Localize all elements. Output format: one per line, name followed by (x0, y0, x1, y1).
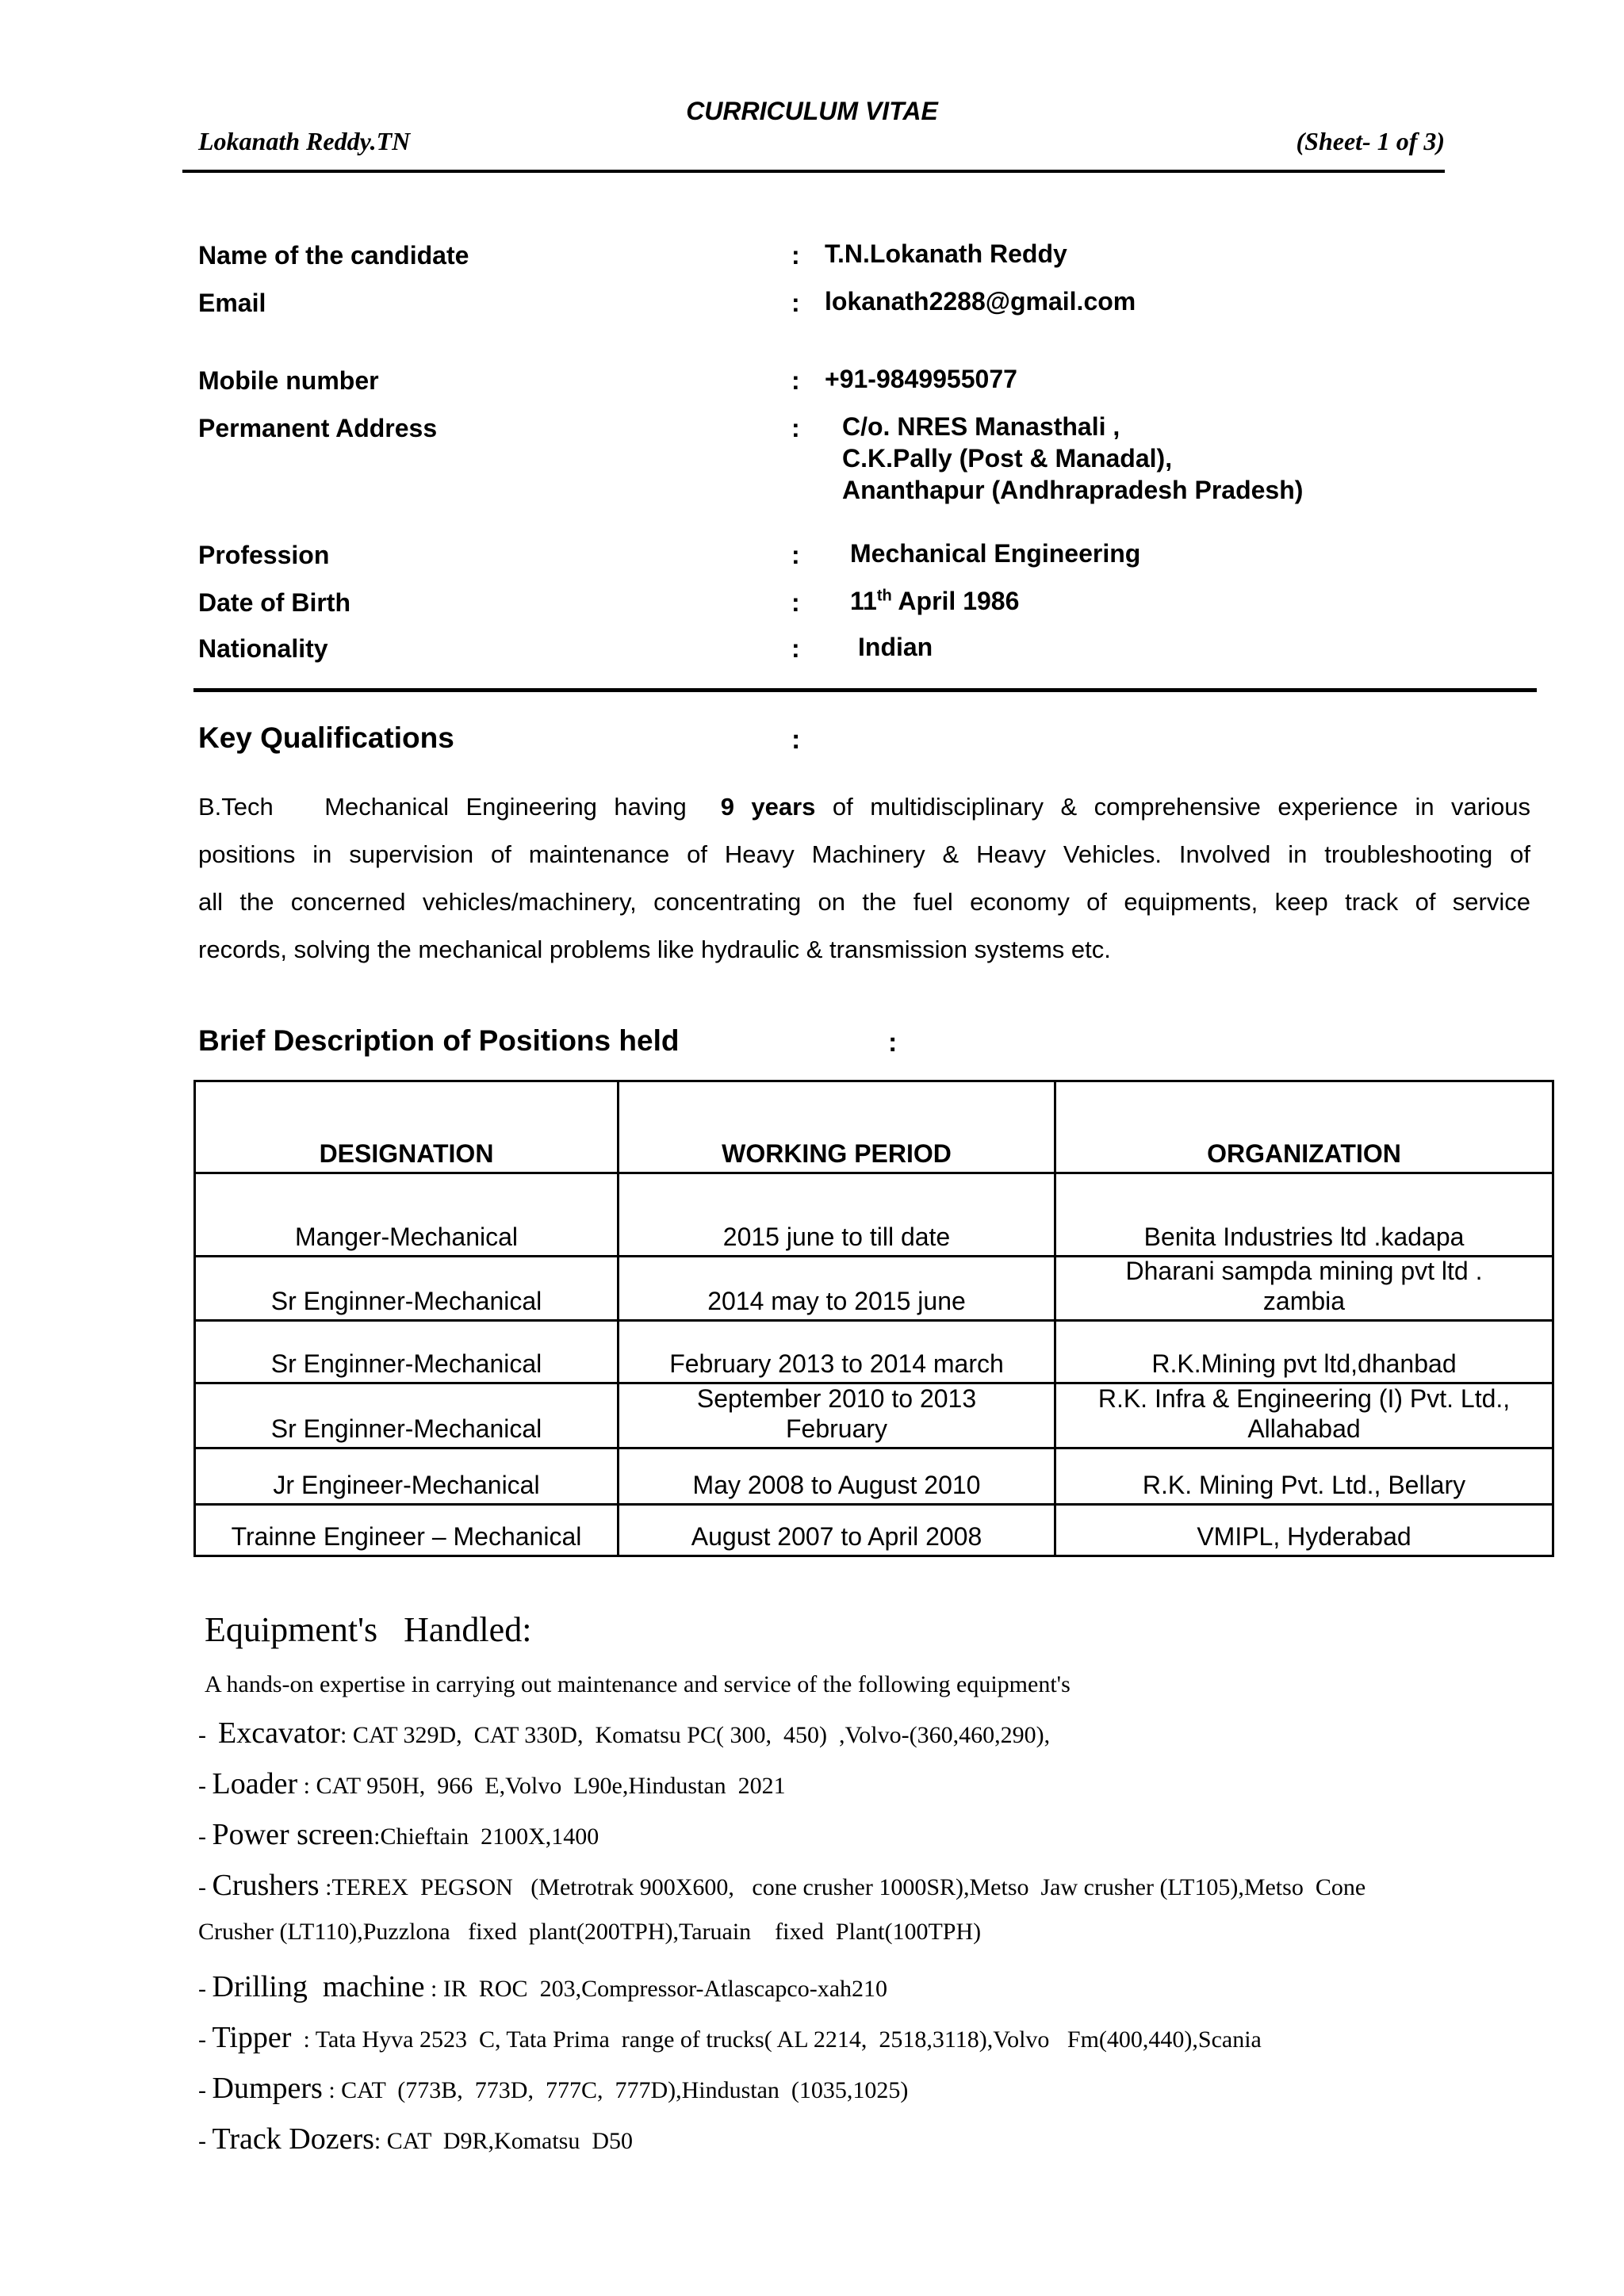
equipment-models: : IR ROC 203,Compressor-Atlascapco-xah210 (424, 1976, 888, 2002)
colon: : (791, 241, 800, 270)
equipment-heading: Equipment's Handled: (205, 1610, 532, 1649)
bullet-dash: - (198, 2077, 213, 2103)
equipment-item (198, 1766, 786, 1801)
equipment-item (198, 2020, 1262, 2055)
label-email: Email (198, 289, 266, 317)
header-divider (182, 170, 1445, 173)
colon: : (888, 1027, 898, 1058)
equipment-models: : CAT (773B, 773D, 777C, 777D),Hindustan (1035,1025) (322, 2077, 909, 2103)
address-line: C/o. NRES Manasthali , (842, 412, 1120, 441)
bullet-dash: - (198, 1823, 213, 1850)
equipment-category: Dumpers (212, 2072, 323, 2105)
equipment-models: : CAT 950H, 966 E,Volvo L90e,Hindustan 2021 (297, 1773, 786, 1799)
header-candidate-name: Lokanath Reddy.TN (198, 127, 411, 155)
table-cell: Dharani sampda mining pvt ltd . zambia (1125, 1257, 1483, 1315)
table-cell: R.K. Infra & Engineering (I) Pvt. Ltd., Allahabad (1097, 1384, 1511, 1443)
equipment-category: Drilling machine (212, 1970, 425, 2003)
dob-rest: April 1986 (891, 587, 1020, 615)
section-divider (193, 688, 1537, 692)
equipment-category: Tipper (212, 2021, 292, 2054)
colon: : (791, 634, 800, 663)
equipment-intro: A hands-on expertise in carrying out maintenance and service of the following equipment's (205, 1671, 1071, 1697)
colon: : (791, 366, 800, 395)
table-cell: 2014 may to 2015 june (707, 1287, 966, 1315)
value-nationality: Indian (858, 633, 933, 661)
bullet-dash: - (198, 2026, 213, 2053)
key-qualifications-heading: Key Qualifications (198, 721, 454, 754)
equipment-category: Power screen (212, 1818, 374, 1851)
table-cell: Sr Enginner-Mechanical (270, 1287, 542, 1315)
value-mobile: +91-9849955077 (825, 365, 1017, 393)
equipment-category: Loader (212, 1767, 298, 1800)
address-line: C.K.Pally (Post & Manadal), (842, 444, 1173, 473)
equipment-models: : Tata Hyva 2523 C, Tata Prima range of trucks( AL 2214, 2518,3118),Volvo Fm(400,440),Scania (291, 2026, 1262, 2053)
table-cell: R.K.Mining pvt ltd,dhanbad (1151, 1349, 1457, 1378)
dob-day: 11 (850, 587, 877, 615)
colon: : (791, 289, 800, 317)
table-cell: Manger-Mechanical (294, 1223, 518, 1251)
table-cell: February 2013 to 2014 march (669, 1349, 1004, 1378)
table-cell: Sr Enginner-Mechanical (270, 1414, 542, 1443)
colon: : (791, 541, 800, 569)
table-cell: September 2010 to 2013 February (696, 1384, 977, 1443)
table-cell: May 2008 to August 2010 (692, 1471, 981, 1499)
qualifications-summary (198, 783, 1530, 974)
value-profession: Mechanical Engineering (850, 539, 1141, 568)
sheet-number: (Sheet- 1 of 3) (1296, 127, 1445, 155)
value-dob (850, 585, 1019, 617)
table-cell: VMIPL, Hyderabad (1197, 1522, 1411, 1551)
label-nationality: Nationality (198, 634, 328, 663)
summary-line: positions in supervision of maintenance of Heavy Machinery & Heavy Vehicles. Involved in troubleshooting of (198, 840, 1530, 868)
equipment-models: :TEREX PEGSON (Metrotrak 900X600, cone crusher 1000SR),Metso Jaw crusher (LT105),Metso Cone (319, 1874, 1366, 1900)
equipment-item-continued (198, 1919, 981, 1946)
table-cell: Trainne Engineer – Mechanical (231, 1522, 582, 1551)
column-header-organization: ORGANIZATION (1207, 1139, 1401, 1168)
table-cell: 2015 june to till date (722, 1223, 951, 1251)
equipment-models: :Chieftain 2100X,1400 (373, 1823, 599, 1850)
label-profession: Profession (198, 541, 330, 569)
table-cell: Jr Engineer-Mechanical (273, 1471, 540, 1499)
colon: : (791, 414, 800, 442)
table-cell: Benita Industries ltd .kadapa (1143, 1223, 1465, 1251)
table-cell: August 2007 to April 2008 (691, 1522, 982, 1551)
summary-line (198, 783, 1530, 831)
summary-line: records, solving the mechanical problems like hydraulic & transmission systems etc. (198, 936, 1111, 963)
column-header-period: WORKING PERIOD (722, 1139, 952, 1168)
colon: : (791, 725, 801, 755)
label-address: Permanent Address (198, 414, 438, 442)
equipment-models: : CAT 329D, CAT 330D, Komatsu PC( 300, 450) ,Volvo-(360,460,290), (340, 1722, 1051, 1748)
table-cell: Sr Enginner-Mechanical (270, 1349, 542, 1378)
value-name: T.N.Lokanath Reddy (825, 239, 1067, 268)
label-mobile: Mobile number (198, 366, 379, 395)
colon: : (791, 588, 800, 617)
table-cell: R.K. Mining Pvt. Ltd., Bellary (1142, 1471, 1466, 1499)
bullet-dash: - (198, 1773, 213, 1799)
label-name: Name of the candidate (198, 241, 469, 270)
equipment-models: : CAT D9R,Komatsu D50 (373, 2128, 634, 2154)
equipment-category: Excavator (218, 1716, 341, 1750)
equipment-item (198, 1868, 1365, 1903)
bullet-dash: - (198, 1976, 213, 2002)
equipment-models: Crusher (LT110),Puzzlona fixed plant(200TPH),Taruain fixed Plant(100TPH) (198, 1919, 982, 1945)
column-header-designation: DESIGNATION (319, 1139, 494, 1168)
label-dob: Date of Birth (198, 588, 350, 617)
positions-table (193, 1080, 1554, 1557)
equipment-item (198, 2122, 633, 2156)
document-title: CURRICULUM VITAE (686, 97, 938, 125)
equipment-item (198, 1716, 1050, 1751)
equipment-item (198, 2071, 908, 2106)
bullet-dash: - (198, 1722, 218, 1748)
summary-text: B.Tech Mechanical Engineering having (198, 793, 721, 821)
bullet-dash: - (198, 2128, 213, 2154)
summary-text: of multidisciplinary & comprehensive experience in various (815, 793, 1530, 821)
equipment-category: Crushers (212, 1869, 320, 1902)
equipment-item (198, 1817, 599, 1852)
years-experience: 9 years (720, 793, 816, 821)
equipment-item (198, 1969, 887, 2004)
positions-heading: Brief Description of Positions held (198, 1024, 680, 1057)
summary-line: all the concerned vehicles/machinery, concentrating on the fuel economy of equipments, keep track of service (198, 888, 1530, 916)
bullet-dash: - (198, 1874, 213, 1900)
value-address (842, 411, 1303, 506)
value-email: lokanath2288@gmail.com (825, 287, 1136, 316)
address-line: Ananthapur (Andhrapradesh Pradesh) (842, 476, 1304, 504)
equipment-category: Track Dozers (212, 2122, 374, 2156)
dob-suffix: th (876, 587, 892, 605)
